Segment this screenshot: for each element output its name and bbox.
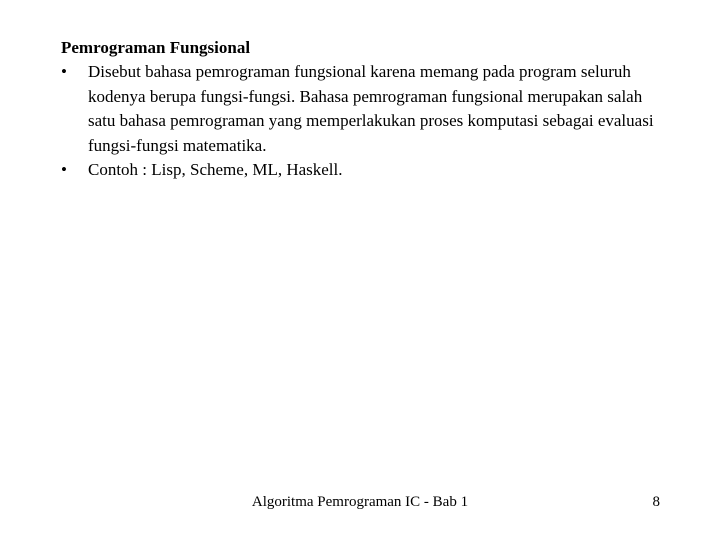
bullet-marker: •	[61, 62, 67, 82]
slide-content	[61, 36, 661, 182]
page-number: 8	[652, 494, 660, 510]
slide-title: Pemrograman Fungsional	[61, 38, 251, 57]
bullet-text: Contoh : Lisp, Scheme, ML, Haskell.	[88, 160, 343, 180]
footer-text: Algoritma Pemrograman IC - Bab 1	[251, 494, 469, 510]
bullet-list	[61, 60, 661, 182]
bullet-text: Disebut bahasa pemrograman fungsional karena memang pada program seluruh kodenya berupa fungsi-fungsi. Bahasa pemrograman fungsional merupakan salah satu bahasa pemrograman yang memperlakukan proses komputasi sebagai evaluasi fungsi-fungsi matematika.	[88, 62, 654, 155]
bullet-item-examples	[61, 158, 661, 182]
bullet-marker: •	[61, 160, 67, 180]
bullet-item-definition	[61, 60, 661, 158]
